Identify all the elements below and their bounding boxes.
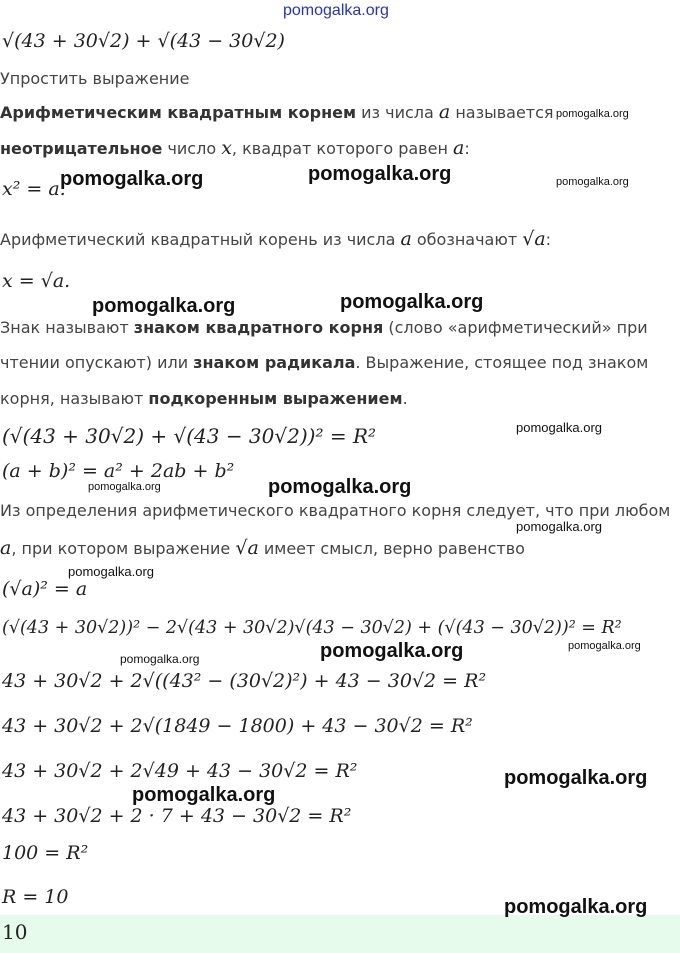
watermark: pomogalka.org	[132, 784, 276, 806]
def-text-4: , квадрат которого равен	[231, 139, 453, 158]
notation-text-1: Арифметический квадратный корень из числа	[0, 230, 401, 249]
step-5: 43 + 30√2 + 2 · 7 + 43 − 30√2 = R²	[2, 805, 352, 827]
watermark: pomogalka.org	[268, 476, 412, 498]
sign-line-3	[0, 389, 408, 408]
watermark: pomogalka.org	[516, 420, 602, 435]
step-2: 43 + 30√2 + 2√((43² − (30√2)²) + 43 − 30√2 = R²	[2, 670, 487, 692]
sign-line-1	[0, 318, 648, 337]
notation-colon: :	[545, 230, 552, 249]
sign-text-2: (слово «арифметический» при	[383, 318, 648, 337]
sign-bold-1: знаком квадратного корня	[133, 318, 384, 337]
definition-line-2	[0, 137, 470, 159]
watermark: pomogalka.org	[556, 176, 629, 188]
step-1: (√(43 + 30√2))² − 2√(43 + 30√2)√(43 − 30√2) + (√(43 − 30√2))² = R²	[2, 618, 622, 638]
step-7: R = 10	[2, 886, 69, 908]
definition-line-1	[0, 101, 554, 123]
watermark-link[interactable]: pomogalka.org	[283, 2, 389, 19]
sign-text-3: чтении опускают) или	[0, 353, 194, 372]
def-var-a2: a	[453, 137, 465, 159]
watermark: pomogalka.org	[68, 564, 154, 579]
step-3: 43 + 30√2 + 2√(1849 − 1800) + 43 − 30√2 = R²	[2, 715, 473, 737]
def-colon: :	[464, 139, 470, 158]
formula-x-squared: x² = a.	[2, 178, 66, 200]
def-var-a: a	[438, 101, 451, 123]
watermark: pomogalka.org	[120, 652, 200, 666]
equation-square: (√(43 + 30√2) + √(43 − 30√2))² = R²	[2, 424, 377, 448]
sign-text-5: корня, называют	[0, 389, 149, 408]
notation-var-a: a	[400, 228, 412, 250]
step-6: 100 = R²	[2, 842, 89, 864]
equation-binomial: (a + b)² = a² + 2ab + b²	[2, 460, 235, 482]
definition-nonnegative: неотрицательное	[0, 139, 163, 158]
watermark: pomogalka.org	[340, 291, 484, 313]
sign-text-6: .	[402, 389, 408, 408]
instruction-text: Упростить выражение	[0, 69, 190, 88]
sign-bold-2: знаком радикала	[193, 353, 356, 372]
task-expression: √(43 + 30√2) + √(43 − 30√2)	[2, 30, 285, 52]
watermark: pomogalka.org	[88, 481, 161, 493]
property-sqrt-a: √a	[235, 537, 259, 559]
property-var-a: a	[0, 537, 12, 559]
watermark: pomogalka.org	[568, 640, 641, 652]
notation-line	[0, 228, 551, 250]
formula-x-sqrt: x = √a.	[2, 270, 71, 292]
sign-text-1: Знак называют	[0, 318, 134, 337]
watermark: pomogalka.org	[504, 896, 648, 918]
sign-bold-3: подкоренным выражением	[148, 389, 403, 408]
property-text-2: , при котором выражение	[11, 539, 236, 558]
notation-sqrt-a: √a	[522, 228, 546, 250]
watermark: pomogalka.org	[320, 640, 464, 662]
step-4: 43 + 30√2 + 2√49 + 43 − 30√2 = R²	[2, 760, 358, 782]
watermark: pomogalka.org	[516, 519, 602, 534]
watermark: pomogalka.org	[504, 767, 648, 789]
watermark: pomogalka.org	[92, 295, 236, 317]
notation-text-2: обозначают	[411, 230, 523, 249]
property-text-3: имеет смысл, верно равенство	[258, 539, 525, 558]
def-text-2: называется	[450, 103, 554, 122]
def-text-3: число	[162, 139, 222, 158]
answer-bar	[0, 915, 680, 953]
sign-text-4: . Выражение, стоящее под знаком	[355, 353, 649, 372]
sign-line-2	[0, 353, 648, 372]
watermark: pomogalka.org	[60, 168, 204, 190]
definition-term: Арифметическим квадратным корнем	[0, 103, 357, 122]
equation-property: (√a)² = a	[2, 578, 88, 600]
def-text-1: из числа	[356, 103, 439, 122]
watermark: pomogalka.org	[308, 163, 452, 185]
answer-value: 10	[2, 920, 28, 944]
def-var-x: x	[221, 137, 232, 159]
property-line-2	[0, 537, 525, 559]
watermark: pomogalka.org	[556, 108, 629, 120]
property-line-1: Из определения арифметического квадратного корня следует, что при любом	[0, 501, 671, 520]
